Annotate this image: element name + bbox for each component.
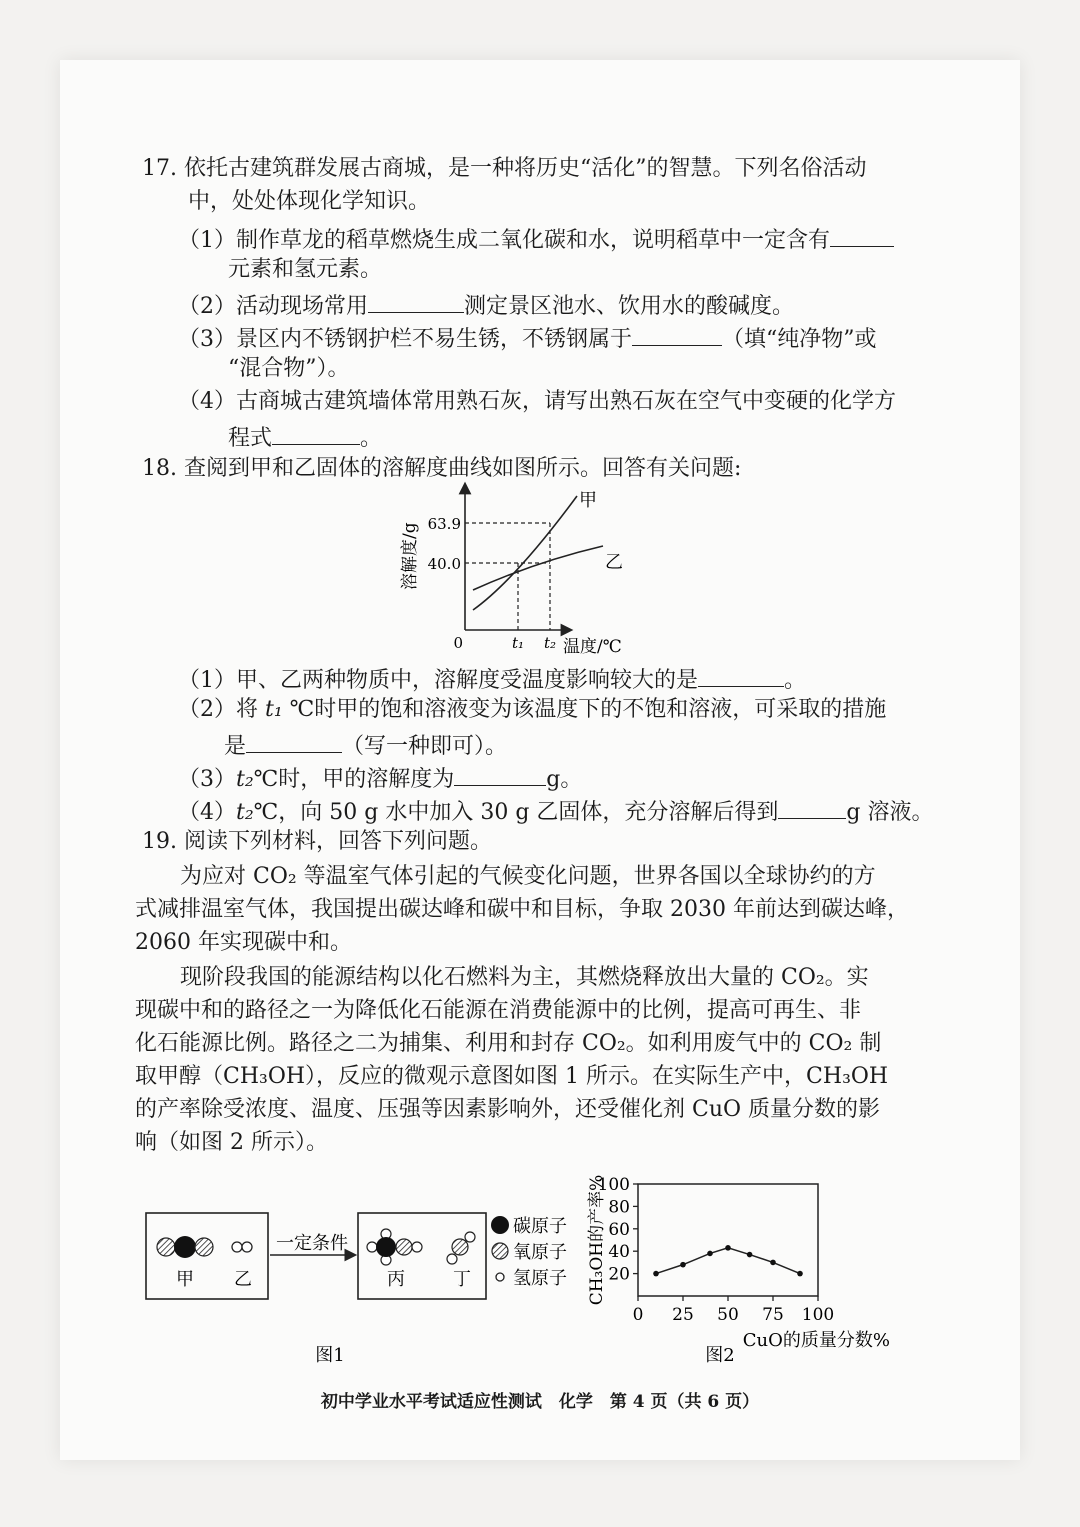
q17-part3-cont: “混合物”）。 bbox=[228, 356, 350, 381]
data-point bbox=[725, 1245, 731, 1251]
y-tick-label: 20 bbox=[608, 1264, 630, 1285]
q19-material-8: 的产率除受浓度、温度、压强等因素影响外，还受催化剂 CuO 质量分数的影 bbox=[135, 1097, 881, 1122]
q18-part4: （4）t₂℃，向 50 g 水中加入 30 g 乙固体，充分溶解后得到 g 溶液。 bbox=[178, 794, 933, 828]
answer-blank[interactable] bbox=[778, 794, 846, 819]
legend-oxygen: 氧原子 bbox=[513, 1242, 567, 1263]
q17-part1-cont: 元素和氢元素。 bbox=[228, 257, 383, 282]
y-tick-label: 100 bbox=[597, 1175, 630, 1195]
plot-frame bbox=[638, 1184, 818, 1296]
q19-material-6: 化石能源比例。路径之二为捕集、利用和封存 CO₂。如利用废气中的 CO₂ 制 bbox=[135, 1031, 882, 1056]
answer-blank[interactable] bbox=[632, 321, 722, 346]
methanol-molecule bbox=[367, 1229, 422, 1265]
q19-material-9: 响（如图 2 所示）。 bbox=[135, 1130, 328, 1155]
co2-molecule bbox=[157, 1236, 213, 1258]
y-axis-label: CH₃OH的产率% bbox=[587, 1174, 607, 1306]
reaction-diagram bbox=[140, 1205, 600, 1375]
tick-t1: t₁ bbox=[511, 634, 525, 652]
y-axis-label: 溶解度/g bbox=[400, 522, 420, 590]
data-point bbox=[770, 1260, 776, 1266]
answer-blank[interactable] bbox=[246, 728, 342, 753]
tick-63-9: 63.9 bbox=[427, 515, 461, 533]
y-tick-label: 60 bbox=[608, 1219, 630, 1240]
q19-line-1: 19. 阅读下列材料，回答下列问题。 bbox=[142, 829, 492, 854]
q19-material-7: 取甲醇（CH₃OH），反应的微观示意图如图 1 所示。在实际生产中，CH₃OH bbox=[135, 1064, 889, 1089]
data-point bbox=[707, 1251, 713, 1257]
answer-blank[interactable] bbox=[698, 662, 784, 687]
data-point bbox=[747, 1252, 753, 1258]
label-bing: 丙 bbox=[387, 1269, 405, 1290]
fig1-caption: 图1 bbox=[315, 1345, 345, 1366]
data-point bbox=[797, 1271, 803, 1277]
q17-part3: （3）景区内不锈钢护栏不易生锈，不锈钢属于 （填“纯净物”或 bbox=[178, 321, 877, 355]
x-axis-label: CuO的质量分数% bbox=[742, 1330, 890, 1351]
q17-line-1: 17. 依托古建筑群发展古商城，是一种将历史“活化”的智慧。下列名俗活动 bbox=[142, 156, 867, 181]
q17-part4-cont: 程式 。 bbox=[228, 420, 382, 454]
q17-line-2: 中，处处体现化学知识。 bbox=[188, 189, 431, 214]
x-tick-label: 25 bbox=[672, 1305, 694, 1325]
q19-material-4: 现阶段我国的能源结构以化石燃料为主，其燃烧释放出大量的 CO₂。实 bbox=[180, 965, 869, 990]
series-label-jia: 甲 bbox=[579, 490, 597, 511]
carbon-atom-icon bbox=[491, 1216, 509, 1234]
q19-material-1: 为应对 CO₂ 等温室气体引起的气候变化问题，世界各国以全球协约的方 bbox=[180, 864, 876, 889]
y-tick-label: 40 bbox=[608, 1242, 630, 1263]
tick-40-0: 40.0 bbox=[427, 555, 461, 573]
origin-label: 0 bbox=[453, 634, 463, 652]
page-footer: 初中学业水平考试适应性测试 化学 第 4 页（共 6 页） bbox=[320, 1392, 760, 1412]
q18-part2: （2）将 t₁ ℃时甲的饱和溶液变为该温度下的不饱和溶液，可采取的措施 bbox=[178, 697, 887, 722]
x-axis-label: 温度/℃ bbox=[563, 637, 622, 657]
q18-part1: （1）甲、乙两种物质中，溶解度受温度影响较大的是 。 bbox=[178, 662, 806, 696]
data-point bbox=[653, 1271, 659, 1277]
label-jia: 甲 bbox=[176, 1269, 194, 1290]
yield-series-line bbox=[656, 1248, 800, 1274]
fig2-caption: 图2 bbox=[705, 1345, 735, 1366]
reaction-condition: 一定条件 bbox=[276, 1233, 348, 1254]
h2-molecule bbox=[232, 1242, 252, 1252]
q19-material-3: 2060 年实现碳中和。 bbox=[135, 930, 352, 955]
x-tick-label: 75 bbox=[762, 1305, 784, 1325]
y-tick-label: 80 bbox=[608, 1197, 630, 1218]
q18-line-1: 18. 查阅到甲和乙固体的溶解度曲线如图所示。回答有关问题: bbox=[142, 456, 742, 481]
q18-part2-cont: 是 （写一种即可）。 bbox=[224, 728, 507, 762]
legend-hydrogen: 氢原子 bbox=[513, 1268, 567, 1289]
label-ding: 丁 bbox=[453, 1269, 471, 1290]
legend bbox=[491, 1216, 567, 1289]
q17-part1: （1）制作草龙的稻草燃烧生成二氧化碳和水，说明稻草中一定含有 bbox=[178, 222, 894, 256]
answer-blank[interactable] bbox=[272, 420, 360, 445]
q18-part3: （3）t₂℃时，甲的溶解度为 g。 bbox=[178, 761, 582, 795]
tick-t2: t₂ bbox=[543, 634, 557, 652]
oxygen-atom-icon bbox=[492, 1243, 508, 1259]
data-point bbox=[680, 1262, 686, 1268]
x-tick-label: 50 bbox=[717, 1305, 739, 1325]
yield-chart bbox=[580, 1160, 920, 1375]
x-tick-label: 100 bbox=[801, 1305, 835, 1325]
q19-material-2: 式减排温室气体，我国提出碳达峰和碳中和目标，争取 2030 年前达到碳达峰， bbox=[135, 897, 909, 922]
answer-blank[interactable] bbox=[830, 222, 894, 247]
answer-blank[interactable] bbox=[454, 761, 546, 786]
legend-carbon: 碳原子 bbox=[513, 1216, 567, 1237]
solubility-chart bbox=[395, 480, 655, 660]
series-label-yi: 乙 bbox=[605, 552, 623, 573]
curve-yi bbox=[473, 546, 603, 590]
answer-blank[interactable] bbox=[368, 288, 464, 313]
q17-part4: （4）古商城古建筑墙体常用熟石灰，请写出熟石灰在空气中变硬的化学方 bbox=[178, 389, 896, 414]
q17-part2: （2）活动现场常用 测定景区池水、饮用水的酸碱度。 bbox=[178, 288, 794, 322]
hydrogen-atom-icon bbox=[496, 1273, 504, 1281]
label-yi: 乙 bbox=[234, 1269, 252, 1290]
x-tick-label: 0 bbox=[632, 1305, 644, 1325]
curve-jia bbox=[473, 496, 577, 610]
water-molecule bbox=[447, 1232, 475, 1264]
q19-material-5: 现碳中和的路径之一为降低化石能源在消费能源中的比例，提高可再生、非 bbox=[135, 998, 862, 1023]
